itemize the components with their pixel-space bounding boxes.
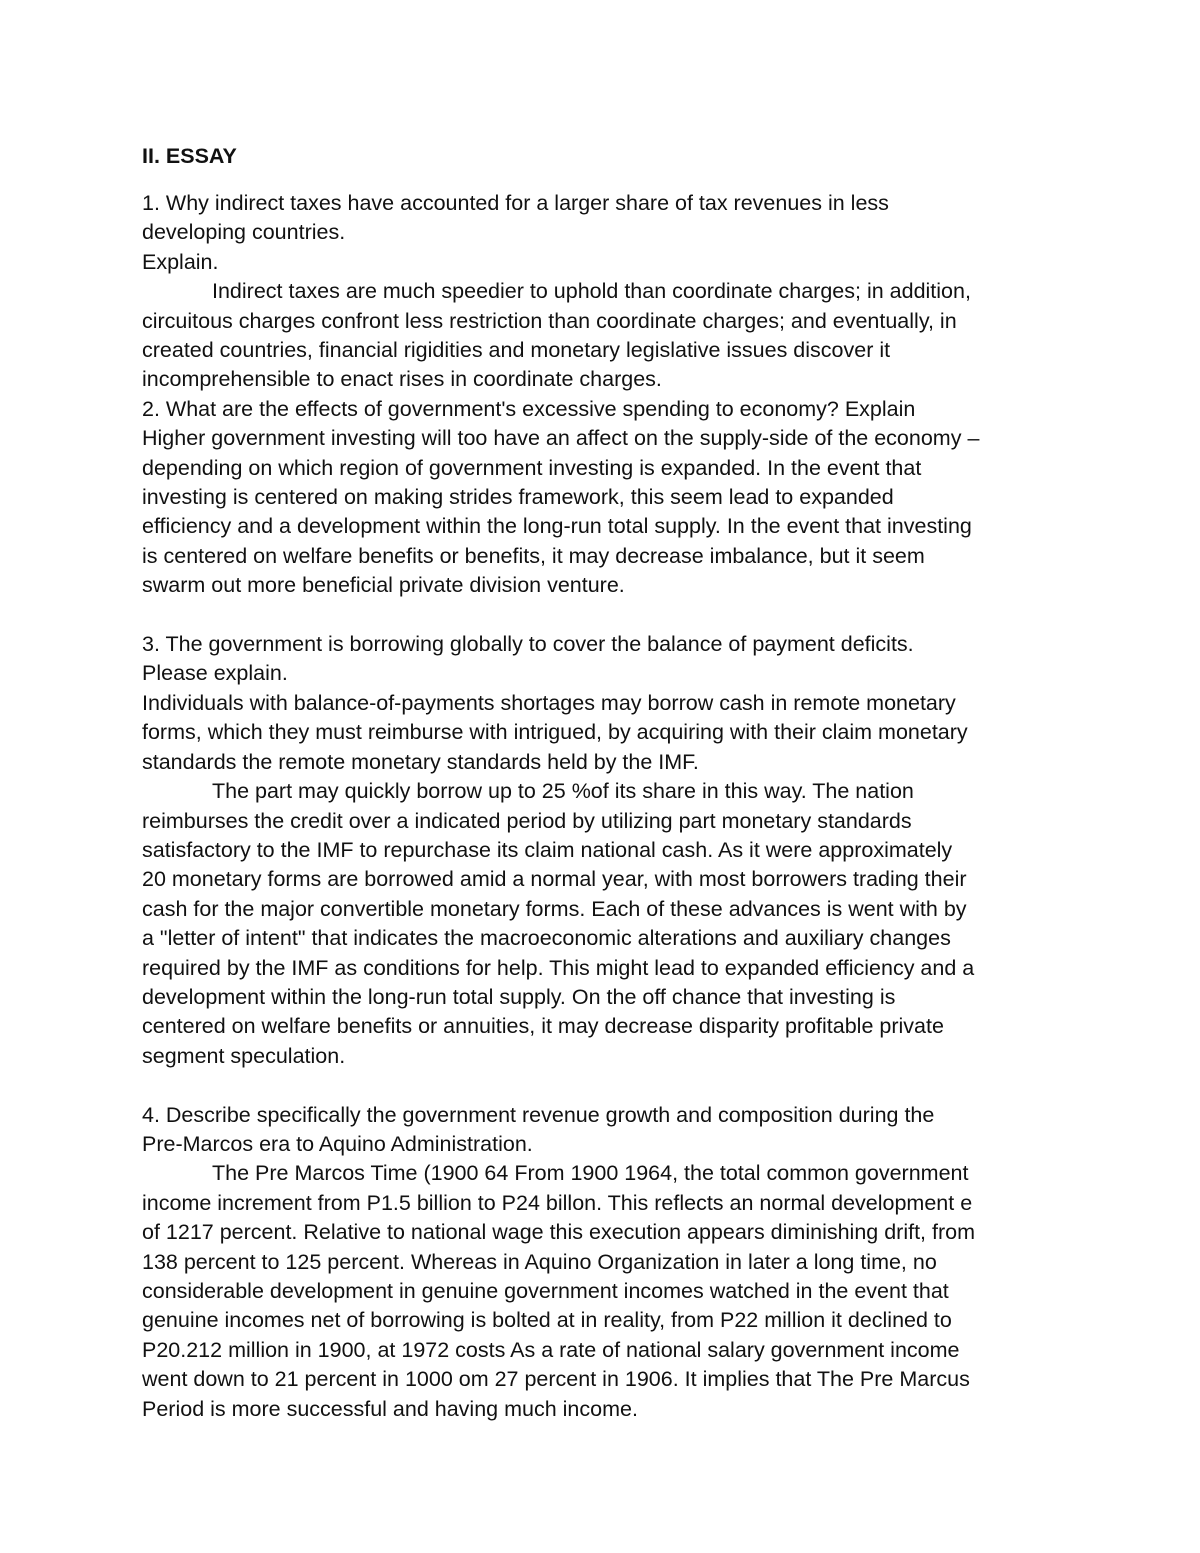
- text-line: created countries, financial rigidities and monetary legislative issues discover it: [142, 338, 891, 363]
- text-line: Individuals with balance-of-payments shortages may borrow cash in remote monetary: [142, 690, 956, 715]
- text-line: income increment from P1.5 billion to P24 billon. This reflects an normal development e: [142, 1190, 973, 1215]
- text-line: centered on welfare benefits or annuities, it may decrease disparity profitable private: [142, 1014, 944, 1039]
- text-line: swarm out more beneficial private division venture.: [142, 573, 625, 598]
- text-line: 20 monetary forms are borrowed amid a normal year, with most borrowers trading their: [142, 867, 967, 892]
- text-line: Period is more successful and having much income.: [142, 1396, 638, 1421]
- text-line: considerable development in genuine government incomes watched in the event that: [142, 1279, 949, 1303]
- text-line: investing is centered on making strides framework, this seem lead to expanded: [142, 485, 894, 510]
- text-line: of 1217 percent. Relative to national wage this execution appears diminishing drift, from: [142, 1220, 975, 1245]
- text-line: forms, which they must reimburse with intrigued, by acquiring with their claim monetary: [142, 720, 968, 745]
- blank-line: [142, 1071, 1067, 1100]
- text-line: Please explain.: [142, 661, 288, 686]
- text-line: cash for the major convertible monetary forms. Each of these advances is went with by: [142, 896, 967, 921]
- text-line: Higher government investing will too have an affect on the supply-side of the economy –: [142, 426, 980, 451]
- text-line: Pre-Marcos era to Aquino Administration.: [142, 1131, 533, 1156]
- text-line: developing countries.: [142, 220, 346, 245]
- text-line: 138 percent to 125 percent. Whereas in Aquino Organization in later a long time, no: [142, 1249, 937, 1274]
- text-line: development within the long-run total supply. On the off chance that investing is: [142, 984, 896, 1009]
- text-line: P20.212 million in 1900, at 1972 costs As a rate of national salary government income: [142, 1337, 960, 1362]
- text-line: The Pre Marcos Time (1900 64 From 1900 1964, the total common government: [212, 1161, 969, 1186]
- blank-line: [142, 601, 1067, 630]
- text-line: 4. Describe specifically the government revenue growth and composition during the: [142, 1102, 935, 1127]
- text-line: 2. What are the effects of government's excessive spending to economy? Explain: [142, 396, 916, 421]
- text-line: 3. The government is borrowing globally to cover the balance of payment deficits.: [142, 632, 914, 657]
- spacer: [142, 171, 1067, 189]
- text-line: standards the remote monetary standards held by the IMF.: [142, 749, 699, 774]
- text-line: efficiency and a development within the long-run total supply. In the event that investing: [142, 514, 972, 539]
- text-line: depending on which region of government investing is expanded. In the event that: [142, 455, 922, 480]
- text-line: Explain.: [142, 249, 219, 274]
- essay-content: [142, 141, 1067, 1424]
- text-line: Indirect taxes are much speedier to uphold than coordinate charges; in addition,: [212, 279, 971, 304]
- text-line: The part may quickly borrow up to 25 %of its share in this way. The nation: [212, 779, 914, 804]
- text-line: reimburses the credit over a indicated period by utilizing part monetary standards: [142, 808, 912, 833]
- text-line: 1. Why indirect taxes have accounted for a larger share of tax revenues in less: [142, 191, 889, 215]
- text-line: required by the IMF as conditions for help. This might lead to expanded efficiency and a: [142, 955, 975, 980]
- text-line: genuine incomes net of borrowing is bolted at in reality, from P22 million it declined to: [142, 1308, 952, 1333]
- text-line: incomprehensible to enact rises in coordinate charges.: [142, 367, 662, 392]
- text-line: went down to 21 percent in 1000 om 27 percent in 1906. It implies that The Pre Marcus: [142, 1367, 970, 1392]
- section-heading: II. ESSAY: [142, 144, 237, 168]
- text-line: circuitous charges confront less restriction than coordinate charges; and eventually, in: [142, 308, 957, 333]
- text-line: a "letter of intent" that indicates the macroeconomic alterations and auxiliary changes: [142, 926, 951, 951]
- text-line: segment speculation.: [142, 1043, 346, 1068]
- text-line: is centered on welfare benefits or benefits, it may decrease imbalance, but it seem: [142, 543, 925, 568]
- essay-body: [142, 189, 1067, 1424]
- text-line: satisfactory to the IMF to repurchase its claim national cash. As it were approximately: [142, 837, 953, 862]
